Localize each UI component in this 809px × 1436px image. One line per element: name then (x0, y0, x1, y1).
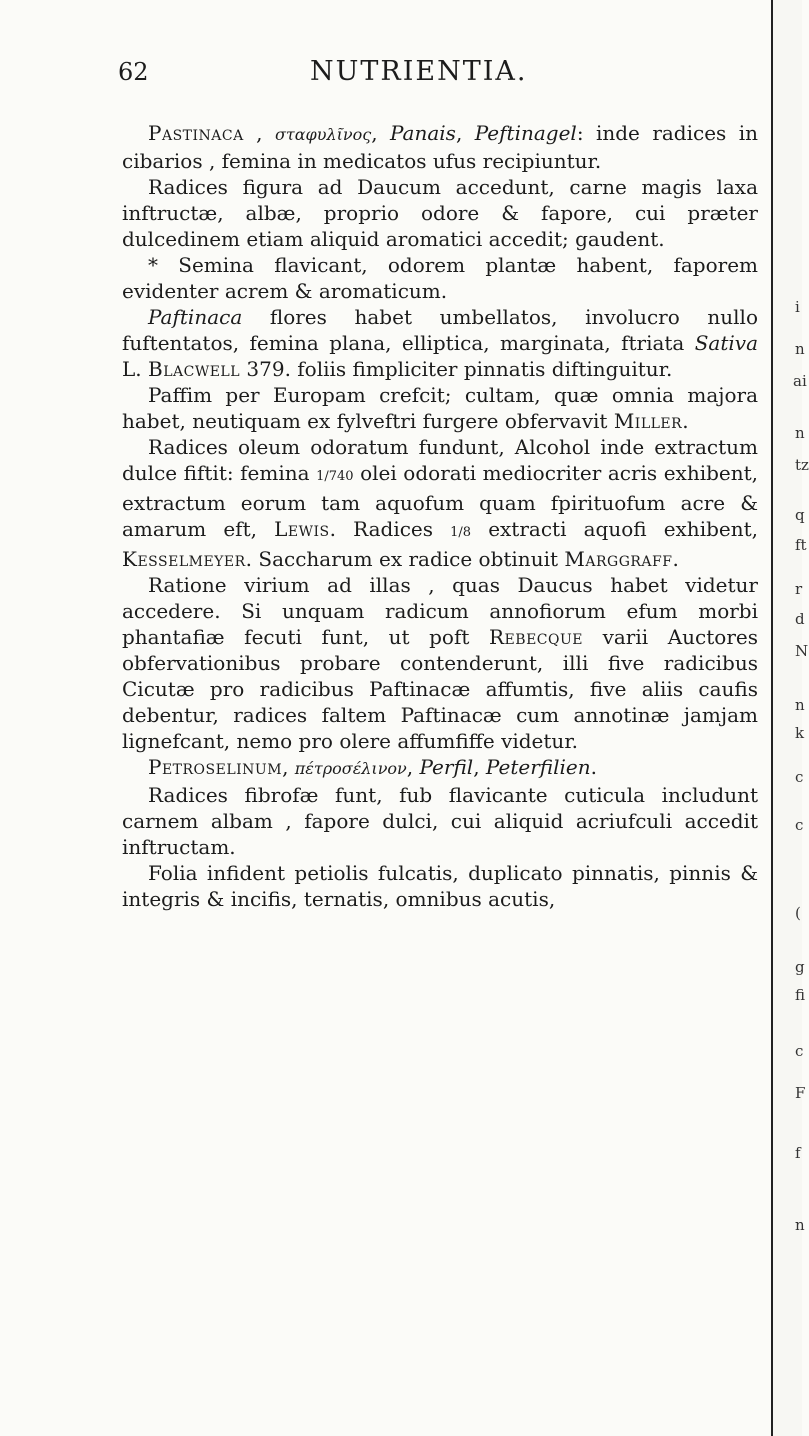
paragraph-text: Ratione virium ad illas , quas Daucus habet videtur accedere. Si unquam radicum annofiorum efum morbi phantafiæ fecuti funt, ut poft (122, 573, 758, 649)
paragraph-vires (122, 572, 758, 754)
margin-glyph: tz (795, 456, 809, 474)
paragraph-text: Paffim per Europam crefcit; cultam, quæ omnia majora habet, neutiquam ex fylveftri furgere obfervavit (122, 383, 758, 433)
paragraph-text: L. (122, 357, 148, 381)
paragraph-radices: Radices figura ad Daucum accedunt, carne magis laxa inftructæ, albæ, proprio odore & fapore, cui præter dulcedinem etiam aliquid aromatici accedit; gaudent. (122, 175, 758, 251)
greek-name: σταφυλῖνος (274, 125, 372, 144)
paragraph-pastinaca (122, 120, 758, 174)
paragraph-text: 379. foliis fimpliciter pinnatis diftinguitur. (240, 357, 673, 381)
author-name: Lewis (274, 517, 330, 541)
separator: , (282, 755, 295, 779)
punctuation: . (682, 409, 689, 433)
margin-glyph: f (795, 1144, 801, 1162)
author-name: Kesselmeyer (122, 547, 246, 571)
author-name: Blacwell (148, 357, 241, 381)
paragraph-text: Radices oleum odoratum fundunt, Alcohol inde extractum dulce fiftit: femina (122, 435, 758, 485)
paragraph-habitat (122, 382, 758, 434)
author-name: Marggraff (564, 547, 673, 571)
separator: , (455, 121, 475, 145)
species-name: Paftinaca (148, 305, 243, 329)
paragraph-text: flores habet umbellatos, involucro nullo fuftentatos, femina plana, elliptica, marginata, ftriata (122, 305, 758, 355)
margin-glyph: d (795, 610, 805, 628)
paragraph-radices-petroselini: Radices fibrofæ funt, fub flavicante cuticula includunt carnem albam , fapore dulci, cui aliquid acriufculi accedit inftructam. (122, 783, 758, 859)
paragraph-text: olei odorati mediocriter acris exhibent, extractum eorum tam aquofum quam fpirituofum acre & amarum eft, (122, 461, 759, 541)
margin-glyph: c (795, 768, 804, 786)
paragraph-text: extracti aquofi exhibent, (471, 517, 759, 541)
paragraph-oleum (122, 434, 758, 572)
running-title: NUTRIENTIA. (310, 56, 528, 87)
species-epithet: Sativa (694, 331, 758, 355)
paragraph-text: . Radices (329, 517, 451, 541)
page-number: 62 (118, 58, 149, 86)
margin-glyph: n (795, 340, 805, 358)
paragraph-text: : inde radices in cibarios , femina in medicatos ufus recipiuntur. (122, 121, 759, 173)
vernacular-name: Panais (389, 121, 456, 145)
margin-glyph: fi (795, 986, 806, 1004)
fraction: 1/8 (450, 525, 472, 540)
body-text (122, 120, 758, 912)
margin-glyph: c (795, 1042, 804, 1060)
entry-name: Petroselinum (148, 755, 283, 779)
margin-glyph: n (795, 424, 805, 442)
vernacular-name: Perfil (419, 755, 474, 779)
margin-glyph: q (795, 506, 805, 524)
facing-page-edge (771, 0, 809, 1436)
vernacular-name: Peterfilien (485, 755, 591, 779)
paragraph-petroselinum (122, 754, 758, 782)
paragraph-text: . Saccharum ex radice obtinuit (245, 547, 565, 571)
separator: , (243, 121, 275, 145)
punctuation: . (590, 755, 597, 779)
punctuation: . (672, 547, 679, 571)
paragraph-folia: Folia infident petiolis fulcatis, duplicato pinnatis, pinnis & integris & incifis, ternatis, omnibus acutis, (122, 861, 758, 911)
margin-glyph: N (795, 642, 809, 660)
running-head (0, 56, 771, 96)
paragraph-flores (122, 304, 758, 382)
margin-glyph: c (795, 816, 804, 834)
margin-glyph: n (795, 696, 805, 714)
margin-glyph: r (795, 580, 803, 598)
entry-name: Pastinaca (148, 121, 244, 145)
separator: , (406, 755, 420, 779)
margin-glyph: F (795, 1084, 806, 1102)
margin-glyph: i (795, 298, 800, 316)
margin-glyph: ( (795, 904, 801, 922)
margin-glyph: ft (795, 536, 807, 554)
paragraph-text: varii Auctores obfervationibus probare contenderunt, illi five radicibus Cicutæ pro radicibus Paftinacæ affumtis, five aliis caufis debentur, radices faltem Paftinacæ cum annotinæ jamjam lignefcant, nemo pro olere affumfiffe videtur. (122, 625, 758, 753)
author-name: Miller (613, 409, 683, 433)
margin-glyph: ai (793, 372, 807, 390)
paragraph-semina: * Semina flavicant, odorem plantæ habent, faporem evidenter acrem & aromaticum. (122, 253, 758, 303)
margin-glyph: k (795, 724, 805, 742)
fraction: 1/740 (316, 469, 354, 484)
margin-glyph: g (795, 958, 805, 976)
author-name: Rebecque (489, 625, 583, 649)
separator: , (473, 755, 486, 779)
vernacular-name: Peftinagel (474, 121, 577, 145)
greek-name: πέτροσέλινον (294, 759, 407, 778)
margin-glyph: n (795, 1216, 805, 1234)
separator: , (371, 121, 390, 145)
